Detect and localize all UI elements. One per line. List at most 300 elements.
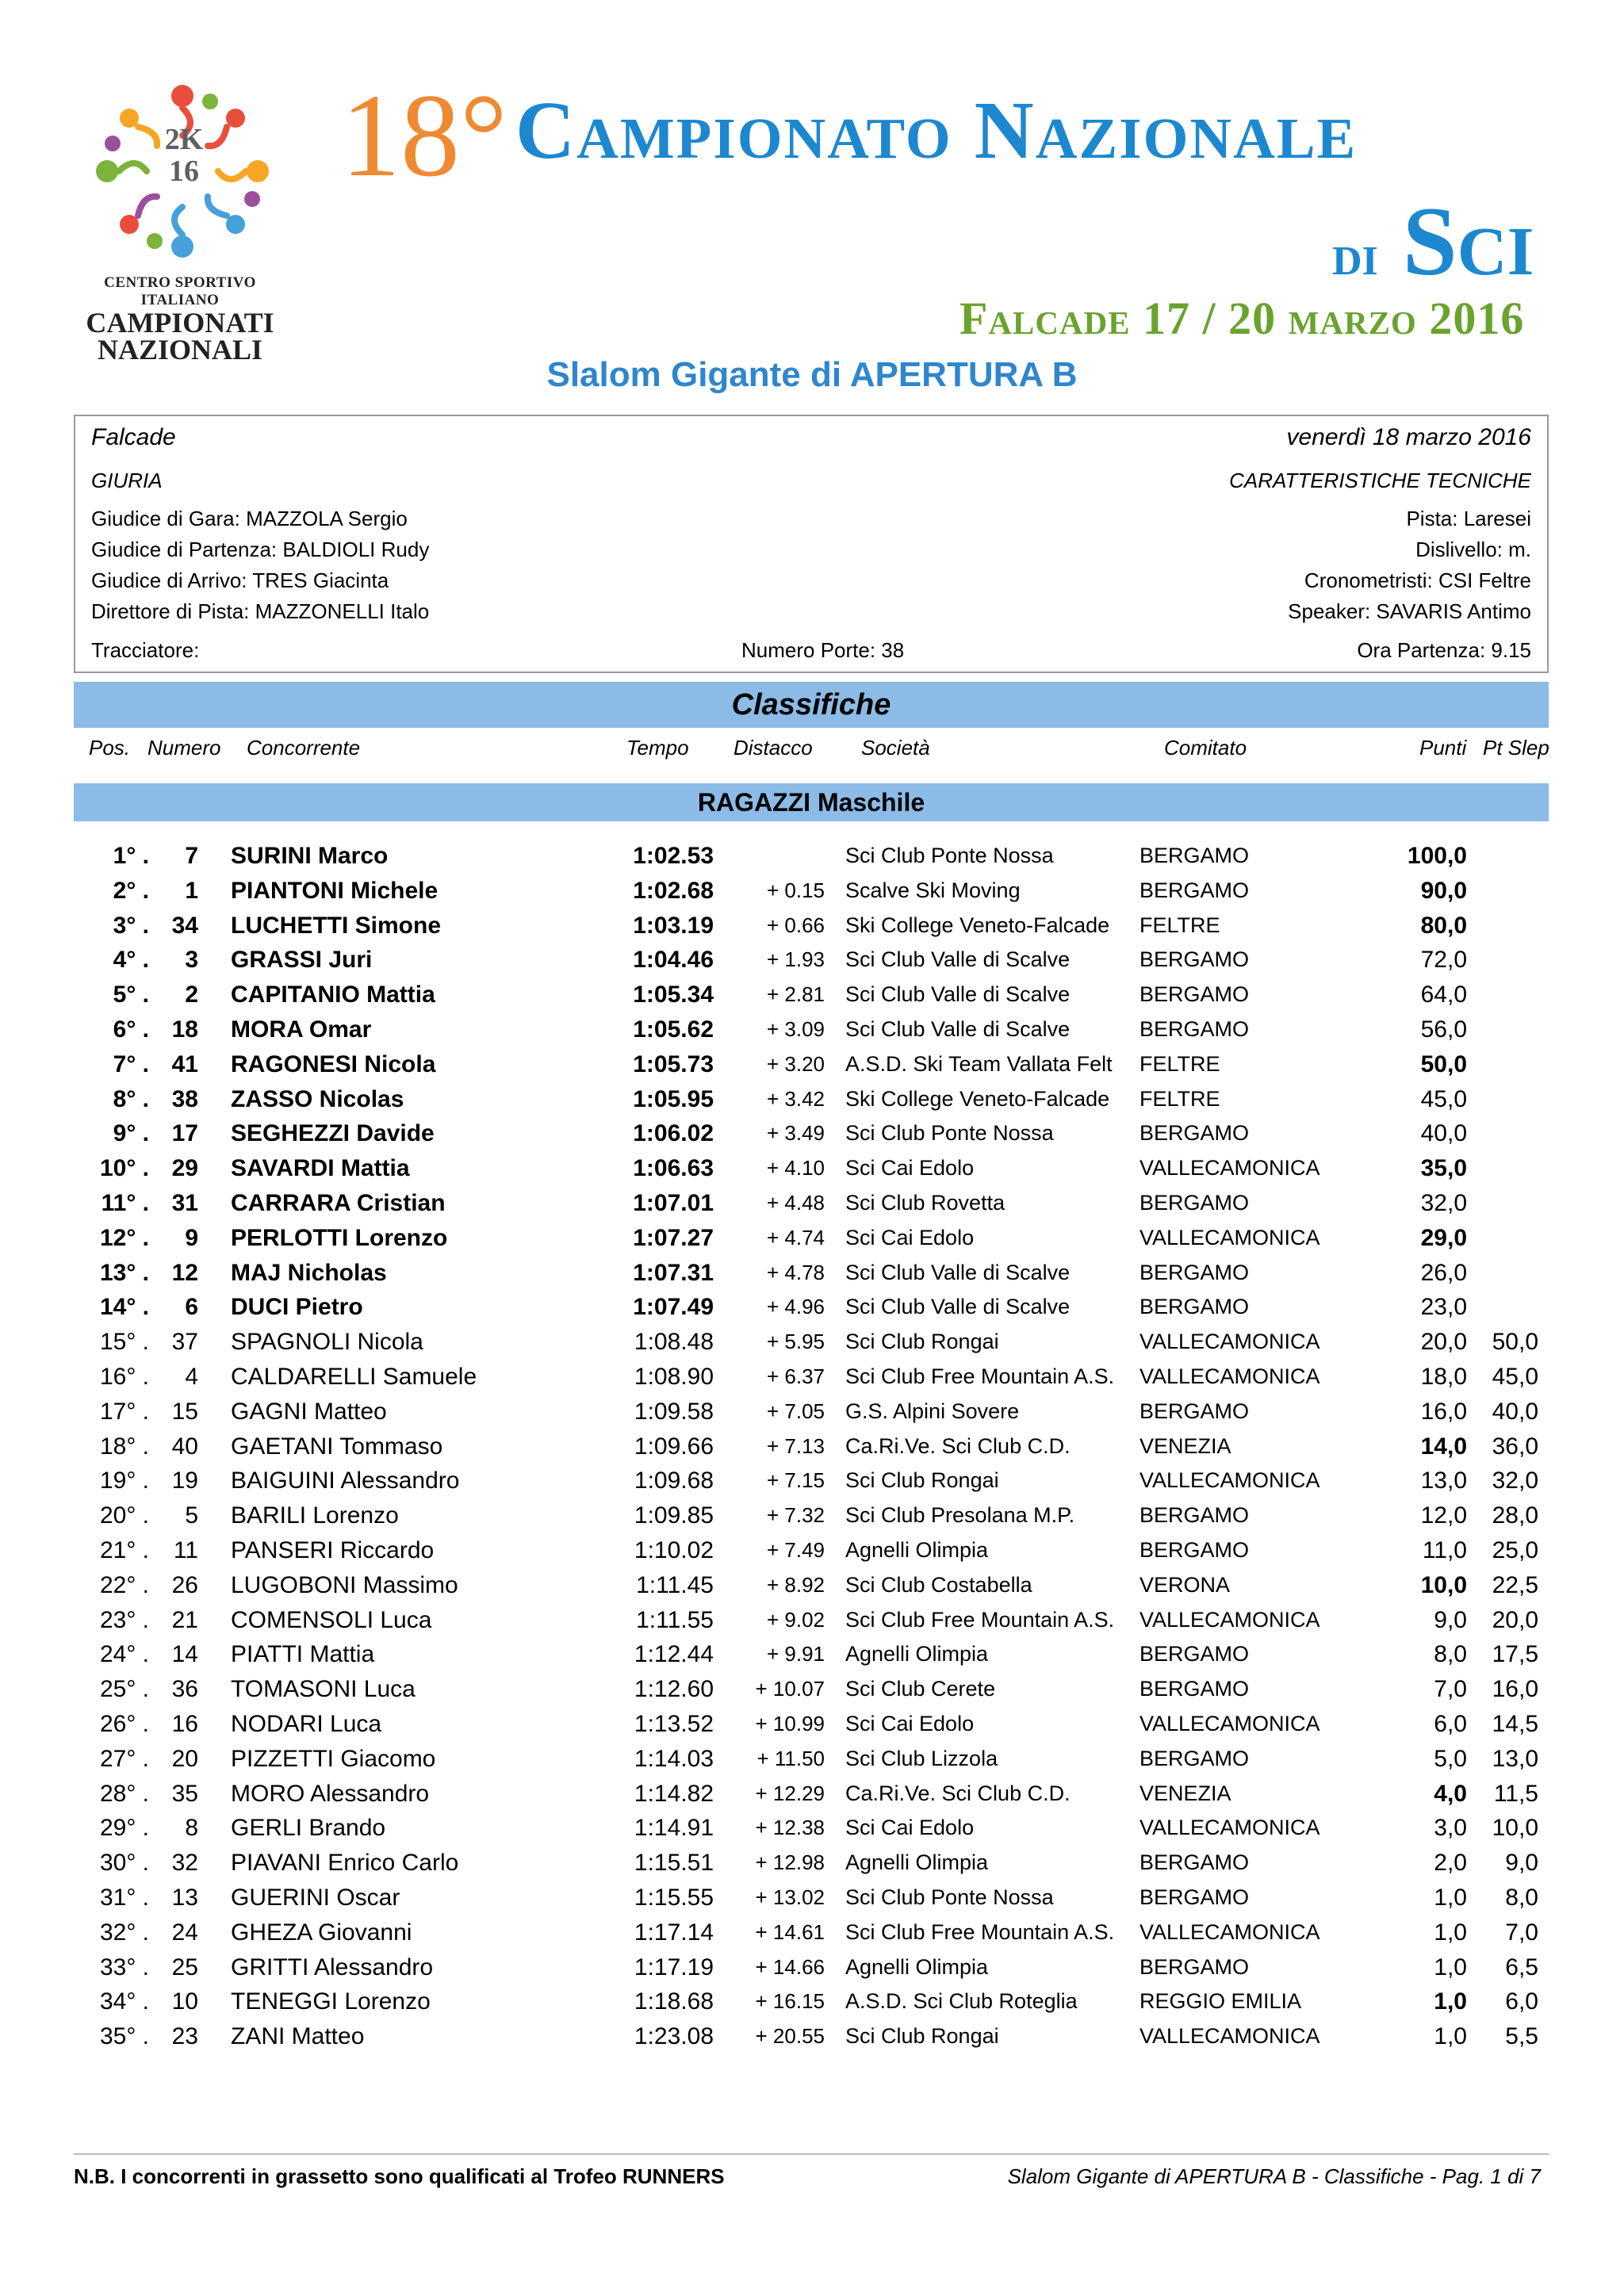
result-name: GAGNI Matteo	[231, 1398, 387, 1425]
numero-porte: Numero Porte: 38	[741, 638, 905, 662]
result-club: Sci Cai Edolo	[845, 1711, 975, 1735]
result-name: SPAGNOLI Nicola	[231, 1329, 423, 1356]
info-row-4	[91, 599, 1531, 624]
result-gap: + 7.05	[766, 1399, 825, 1423]
result-committee: VENEZIA	[1139, 1433, 1231, 1458]
result-committee: BERGAMO	[1139, 982, 1250, 1007]
result-name: MORA Omar	[231, 1016, 372, 1043]
race-date: venerdì 18 marzo 2016	[1286, 424, 1531, 450]
result-pt-slep: 28,0	[1492, 1502, 1538, 1529]
table-row	[0, 1464, 1624, 1498]
info-row-2	[91, 538, 1531, 562]
result-time: 1:17.14	[634, 1919, 714, 1946]
result-pos: 4° .	[113, 947, 149, 974]
result-time: 1:12.60	[634, 1676, 714, 1703]
result-name: ZASSO Nicolas	[231, 1085, 404, 1112]
result-club: Sci Club Rongai	[845, 2024, 999, 2049]
table-row	[0, 1116, 1624, 1151]
result-points: 26,0	[1420, 1259, 1467, 1286]
result-pos: 35° .	[99, 2023, 149, 2050]
result-time: 1:11.45	[636, 1571, 714, 1598]
result-committee: BERGAMO	[1139, 1885, 1250, 1909]
result-points: 5,0	[1434, 1745, 1467, 1772]
result-committee: BERGAMO	[1139, 1295, 1250, 1319]
result-name: TOMASONI Luca	[231, 1676, 416, 1703]
result-name: MAJ Nicholas	[231, 1259, 387, 1286]
result-committee: BERGAMO	[1139, 1190, 1250, 1215]
result-name: BARILI Lorenzo	[231, 1502, 399, 1529]
result-committee: BERGAMO	[1139, 1746, 1250, 1770]
result-club: Agnelli Olimpia	[845, 1954, 989, 1979]
result-time: 1:11.55	[636, 1606, 714, 1633]
result-number: 11	[173, 1536, 198, 1563]
result-points: 2,0	[1434, 1850, 1467, 1877]
championship-subtitle	[1332, 187, 1534, 307]
result-committee: BERGAMO	[1139, 1016, 1250, 1041]
result-committee: REGGIO EMILIA	[1139, 1989, 1302, 2014]
tech-item: Cronometristi: CSI Feltre	[1304, 568, 1531, 592]
result-number: 5	[185, 1502, 198, 1529]
result-name: GRASSI Juri	[231, 947, 373, 974]
result-number: 25	[171, 1954, 198, 1980]
result-number: 19	[171, 1468, 198, 1494]
result-gap: + 7.32	[766, 1503, 825, 1528]
category-bar: RAGAZZI Maschile	[74, 783, 1549, 821]
result-name: LUGOBONI Massimo	[231, 1571, 458, 1598]
result-time: 1:08.48	[634, 1329, 714, 1356]
result-pos: 23° .	[99, 1606, 149, 1633]
result-committee: VENEZIA	[1139, 1781, 1231, 1805]
logo-org-line3: NAZIONALI	[97, 334, 263, 365]
result-committee: VALLECAMONICA	[1139, 1156, 1320, 1181]
result-club: Sci Club Valle di Scalve	[845, 947, 1071, 972]
result-time: 1:09.66	[634, 1433, 714, 1460]
result-points: 1,0	[1434, 1988, 1467, 2015]
result-time: 1:07.49	[633, 1294, 714, 1321]
result-pos: 3° .	[113, 912, 149, 939]
result-number: 2	[185, 982, 198, 1008]
result-pos: 16° .	[99, 1363, 149, 1390]
table-row	[0, 839, 1624, 874]
result-name: DUCI Pietro	[231, 1294, 363, 1321]
result-pt-slep: 9,0	[1505, 1850, 1538, 1877]
result-points: 18,0	[1420, 1363, 1467, 1390]
result-time: 1:06.02	[633, 1120, 714, 1147]
result-pos: 26° .	[99, 1710, 149, 1737]
col-tempo: Tempo	[626, 736, 689, 760]
result-number: 32	[171, 1850, 198, 1877]
result-points: 40,0	[1420, 1120, 1467, 1147]
result-points: 45,0	[1420, 1085, 1467, 1112]
result-pt-slep: 13,0	[1492, 1745, 1538, 1772]
table-row	[0, 1777, 1624, 1812]
result-time: 1:12.44	[634, 1641, 714, 1668]
result-number: 4	[185, 1363, 198, 1390]
result-gap: + 4.96	[766, 1295, 825, 1319]
result-points: 80,0	[1420, 912, 1467, 939]
result-number: 9	[185, 1224, 198, 1251]
result-club: Ski College Veneto-Falcade	[845, 913, 1110, 937]
result-pt-slep: 16,0	[1492, 1676, 1538, 1703]
result-gap: + 5.95	[766, 1330, 825, 1354]
result-number: 29	[171, 1155, 198, 1182]
result-gap: + 7.15	[766, 1468, 825, 1493]
result-name: SEGHEZZI Davide	[231, 1120, 435, 1147]
result-club: Sci Cai Edolo	[845, 1816, 975, 1840]
result-committee: VALLECAMONICA	[1139, 1607, 1320, 1632]
result-name: SURINI Marco	[231, 843, 389, 869]
result-club: Sci Club Costabella	[845, 1572, 1032, 1597]
result-pt-slep: 50,0	[1492, 1329, 1538, 1356]
result-gap: + 9.91	[766, 1642, 825, 1667]
result-committee: VALLECAMONICA	[1139, 1919, 1320, 1944]
result-time: 1:15.51	[634, 1850, 714, 1877]
result-committee: VALLECAMONICA	[1139, 1711, 1320, 1735]
col-numero: Numero	[147, 736, 221, 760]
result-number: 36	[171, 1676, 198, 1703]
result-gap: + 10.07	[755, 1677, 825, 1701]
result-committee: FELTRE	[1139, 1051, 1220, 1076]
result-pos: 28° .	[99, 1780, 149, 1807]
result-pos: 30° .	[99, 1850, 149, 1877]
table-row	[0, 1151, 1624, 1186]
result-club: Sci Club Free Mountain A.S.	[845, 1607, 1115, 1632]
table-row	[0, 1498, 1624, 1533]
result-pos: 14° .	[99, 1294, 149, 1321]
result-club: Sci Club Valle di Scalve	[845, 1260, 1071, 1284]
result-time: 1:04.46	[633, 947, 714, 974]
result-time: 1:14.91	[634, 1815, 714, 1842]
section-title-bar: Classifiche	[74, 682, 1549, 728]
result-name: GERLI Brando	[231, 1815, 386, 1842]
result-points: 35,0	[1420, 1155, 1467, 1182]
result-committee: BERGAMO	[1139, 947, 1250, 972]
result-pt-slep: 8,0	[1505, 1884, 1538, 1911]
result-time: 1:15.55	[634, 1884, 714, 1911]
table-row	[0, 1984, 1624, 2019]
race-title: Slalom Gigante di APERTURA B	[546, 355, 1078, 394]
result-points: 14,0	[1420, 1433, 1467, 1460]
result-name: PIAVANI Enrico Carlo	[231, 1850, 459, 1877]
title-sci: Sci	[1402, 187, 1534, 296]
result-club: Sci Club Valle di Scalve	[845, 1295, 1071, 1319]
table-row	[0, 1950, 1624, 1985]
result-pos: 34° .	[99, 1988, 149, 2015]
result-club: Sci Club Rongai	[845, 1468, 999, 1493]
result-number: 8	[185, 1815, 198, 1842]
result-points: 64,0	[1420, 982, 1467, 1008]
result-time: 1:08.90	[634, 1363, 714, 1390]
result-points: 6,0	[1434, 1710, 1467, 1737]
result-gap: + 7.49	[766, 1537, 825, 1562]
result-time: 1:09.58	[634, 1398, 714, 1425]
result-name: COMENSOLI Luca	[231, 1606, 432, 1633]
result-pos: 15° .	[99, 1329, 149, 1356]
result-name: LUCHETTI Simone	[231, 912, 442, 939]
result-committee: BERGAMO	[1139, 1642, 1250, 1667]
result-gap: + 12.29	[755, 1781, 825, 1805]
table-row	[0, 1915, 1624, 1950]
result-club: Sci Club Lizzola	[845, 1746, 998, 1770]
result-number: 14	[171, 1641, 198, 1668]
result-number: 16	[171, 1710, 198, 1737]
result-gap: + 20.55	[755, 2024, 825, 2049]
result-name: TENEGGI Lorenzo	[231, 1988, 431, 2015]
info-labels-row	[91, 469, 1531, 493]
result-gap: + 12.98	[755, 1850, 825, 1875]
result-points: 9,0	[1434, 1606, 1467, 1633]
result-committee: VALLECAMONICA	[1139, 1468, 1320, 1493]
result-club: Ca.Ri.Ve. Sci Club C.D.	[845, 1781, 1071, 1805]
result-name: RAGONESI Nicola	[231, 1050, 436, 1077]
result-pt-slep: 25,0	[1492, 1536, 1538, 1563]
championship-title: Campionato Nazionale	[515, 85, 1358, 176]
result-club: Sci Cai Edolo	[845, 1225, 975, 1249]
result-club: Sci Club Valle di Scalve	[845, 982, 1071, 1007]
result-pos: 18° .	[99, 1433, 149, 1460]
table-row	[0, 1290, 1624, 1325]
results-table	[0, 839, 1624, 2054]
col-pos: Pos.	[89, 736, 131, 760]
table-row	[0, 1881, 1624, 1915]
result-pt-slep: 45,0	[1492, 1363, 1538, 1390]
result-club: Sci Club Rongai	[845, 1330, 999, 1354]
table-row	[0, 978, 1624, 1012]
logo-16: 16	[169, 155, 199, 188]
result-time: 1:23.08	[634, 2023, 714, 2050]
result-club: Agnelli Olimpia	[845, 1850, 989, 1875]
table-row	[0, 2019, 1624, 2054]
result-gap: + 10.99	[755, 1711, 825, 1735]
result-points: 50,0	[1420, 1050, 1467, 1077]
result-club: Sci Cai Edolo	[845, 1156, 975, 1181]
result-points: 1,0	[1434, 1919, 1467, 1946]
result-pos: 22° .	[99, 1571, 149, 1598]
result-number: 23	[171, 2023, 198, 2050]
result-number: 13	[171, 1884, 198, 1911]
result-time: 1:05.34	[633, 982, 714, 1008]
result-points: 90,0	[1420, 877, 1467, 904]
result-points: 7,0	[1434, 1676, 1467, 1703]
tech-item: Pista: Laresei	[1406, 507, 1531, 530]
result-gap: + 9.02	[766, 1607, 825, 1632]
info-footer-row	[91, 638, 1531, 663]
result-committee: VALLECAMONICA	[1139, 1330, 1320, 1354]
result-club: Sci Club Ponte Nossa	[845, 1885, 1054, 1909]
result-gap: + 6.37	[766, 1364, 825, 1388]
logo-2k16-text	[128, 124, 239, 187]
result-name: MORO Alessandro	[231, 1780, 430, 1807]
result-club: Sci Club Ponte Nossa	[845, 1121, 1054, 1146]
col-societa: Società	[861, 736, 930, 760]
result-number: 34	[171, 912, 198, 939]
result-name: CALDARELLI Samuele	[231, 1363, 477, 1390]
result-gap: + 14.66	[755, 1954, 825, 1979]
tracciatore: Tracciatore:	[91, 638, 200, 662]
result-club: Ski College Veneto-Falcade	[845, 1086, 1110, 1111]
result-club: Sci Club Rovetta	[845, 1190, 1005, 1215]
result-pos: 1° .	[113, 843, 149, 869]
result-gap: + 13.02	[755, 1885, 825, 1909]
result-name: PIANTONI Michele	[231, 877, 439, 904]
result-gap: + 11.50	[756, 1746, 825, 1770]
tech-label: CARATTERISTICHE TECNICHE	[1229, 469, 1531, 492]
col-pt-slep: Pt Slep	[1483, 736, 1549, 760]
result-name: CARRARA Cristian	[231, 1189, 446, 1216]
result-time: 1:10.02	[634, 1536, 714, 1563]
tech-item: Speaker: SAVARIS Antimo	[1288, 599, 1531, 623]
result-name: GRITTI Alessandro	[231, 1954, 434, 1980]
result-name: GHEZA Giovanni	[231, 1919, 412, 1946]
col-distacco: Distacco	[733, 736, 813, 760]
result-name: GAETANI Tommaso	[231, 1433, 443, 1460]
footer-page-info: Slalom Gigante di APERTURA B - Classifiche - Pag. 1 di 7	[1007, 2164, 1541, 2188]
result-pt-slep: 10,0	[1492, 1815, 1538, 1842]
logo-org-line1: CENTRO SPORTIVO ITALIANO	[104, 274, 256, 308]
table-row	[0, 1672, 1624, 1707]
result-time: 1:07.01	[633, 1189, 714, 1216]
result-committee: BERGAMO	[1139, 844, 1250, 867]
result-number: 41	[171, 1050, 198, 1077]
result-gap: + 4.74	[766, 1225, 825, 1249]
jury-item: Giudice di Gara: MAZZOLA Sergio	[91, 507, 408, 530]
result-gap: + 16.15	[755, 1989, 825, 2014]
col-concorrente: Concorrente	[247, 736, 361, 760]
logo-org-line2: CAMPIONATI	[86, 307, 274, 339]
result-club: Sci Club Ponte Nossa	[845, 844, 1054, 867]
result-pos: 33° .	[99, 1954, 149, 1980]
result-pos: 10° .	[99, 1155, 149, 1182]
result-gap: + 4.78	[766, 1260, 825, 1284]
result-number: 1	[185, 877, 198, 904]
result-pos: 27° .	[99, 1745, 149, 1772]
result-pos: 31° .	[99, 1884, 149, 1911]
result-name: PIATTI Mattia	[231, 1641, 375, 1668]
result-points: 1,0	[1434, 1884, 1467, 1911]
result-club: G.S. Alpini Sovere	[845, 1399, 1020, 1423]
result-gap: + 3.20	[766, 1051, 825, 1076]
result-name: NODARI Luca	[231, 1710, 382, 1737]
result-gap: + 8.92	[766, 1572, 825, 1597]
result-pos: 19° .	[99, 1468, 149, 1494]
result-gap: + 14.61	[755, 1919, 825, 1944]
result-number: 26	[171, 1571, 198, 1598]
result-points: 8,0	[1434, 1641, 1467, 1668]
result-gap: + 3.09	[766, 1016, 825, 1041]
result-pos: 2° .	[113, 877, 149, 904]
result-number: 21	[171, 1606, 198, 1633]
table-row	[0, 1395, 1624, 1429]
result-committee: VALLECAMONICA	[1139, 2024, 1320, 2049]
table-row	[0, 1811, 1624, 1846]
result-club: Sci Club Free Mountain A.S.	[845, 1919, 1115, 1944]
csi-logo	[73, 76, 287, 365]
result-time: 1:05.95	[633, 1085, 714, 1112]
table-row	[0, 874, 1624, 909]
result-committee: VALLECAMONICA	[1139, 1225, 1320, 1249]
result-points: 23,0	[1420, 1294, 1467, 1321]
result-committee: FELTRE	[1139, 913, 1220, 937]
result-committee: VERONA	[1139, 1572, 1231, 1597]
result-number: 38	[171, 1085, 198, 1112]
result-time: 1:02.68	[633, 877, 714, 904]
result-points: 29,0	[1420, 1224, 1467, 1251]
logo-organization	[73, 274, 287, 363]
result-points: 3,0	[1434, 1815, 1467, 1842]
result-points: 11,0	[1422, 1536, 1467, 1563]
result-time: 1:18.68	[634, 1988, 714, 2015]
result-number: 37	[171, 1329, 198, 1356]
info-row-1	[91, 507, 1531, 531]
result-name: PERLOTTI Lorenzo	[231, 1224, 448, 1251]
result-pt-slep: 14,5	[1492, 1710, 1538, 1737]
table-row	[0, 909, 1624, 943]
result-gap: + 7.13	[766, 1433, 825, 1458]
race-location: Falcade	[91, 424, 176, 450]
info-row-3	[91, 568, 1531, 593]
result-pos: 21° .	[99, 1536, 149, 1563]
result-name: GUERINI Oscar	[231, 1884, 400, 1911]
result-number: 17	[171, 1120, 198, 1147]
result-pos: 6° .	[113, 1016, 149, 1043]
jury-item: Giudice di Arrivo: TRES Giacinta	[91, 568, 389, 592]
result-name: BAIGUINI Alessandro	[231, 1468, 460, 1494]
table-row	[0, 1533, 1624, 1568]
result-number: 24	[171, 1919, 198, 1946]
result-time: 1:06.63	[633, 1155, 714, 1182]
result-time: 1:13.52	[634, 1710, 714, 1737]
logo-2k: 2K	[164, 123, 204, 156]
result-points: 100,0	[1407, 843, 1467, 869]
result-pt-slep: 6,5	[1505, 1954, 1538, 1980]
result-name: ZANI Matteo	[231, 2023, 365, 2050]
result-time: 1:03.19	[633, 912, 714, 939]
footer-note: N.B. I concorrenti in grassetto sono qualificati al Trofeo RUNNERS	[74, 2164, 725, 2188]
result-committee: VALLECAMONICA	[1139, 1364, 1320, 1388]
result-club: Agnelli Olimpia	[845, 1537, 989, 1562]
result-pos: 8° .	[113, 1085, 149, 1112]
table-row	[0, 1846, 1624, 1881]
result-pos: 11° .	[101, 1189, 149, 1216]
result-points: 4,0	[1434, 1780, 1467, 1807]
result-pos: 13° .	[99, 1259, 149, 1286]
result-name: PIZZETTI Giacomo	[231, 1745, 436, 1772]
result-club: A.S.D. Ski Team Vallata Felt	[845, 1051, 1113, 1076]
result-pt-slep: 22,5	[1492, 1571, 1538, 1598]
table-row	[0, 1256, 1624, 1291]
result-number: 35	[171, 1780, 198, 1807]
result-gap: + 3.49	[766, 1121, 825, 1146]
result-time: 1:05.62	[633, 1016, 714, 1043]
result-committee: FELTRE	[1139, 1086, 1220, 1111]
result-number: 10	[171, 1988, 198, 2015]
result-points: 56,0	[1420, 1016, 1467, 1043]
result-pt-slep: 40,0	[1492, 1398, 1538, 1425]
result-number: 6	[185, 1294, 198, 1321]
result-name: SAVARDI Mattia	[231, 1155, 410, 1182]
result-committee: BERGAMO	[1139, 1537, 1250, 1562]
result-points: 20,0	[1420, 1329, 1467, 1356]
table-row	[0, 1047, 1624, 1082]
result-number: 7	[185, 843, 198, 869]
result-number: 15	[171, 1398, 198, 1425]
result-number: 3	[185, 947, 198, 974]
table-row	[0, 1325, 1624, 1360]
result-club: Sci Club Presolana M.P.	[845, 1503, 1075, 1528]
result-pt-slep: 5,5	[1505, 2023, 1538, 2050]
table-row	[0, 1186, 1624, 1221]
title-di: di	[1332, 223, 1378, 288]
